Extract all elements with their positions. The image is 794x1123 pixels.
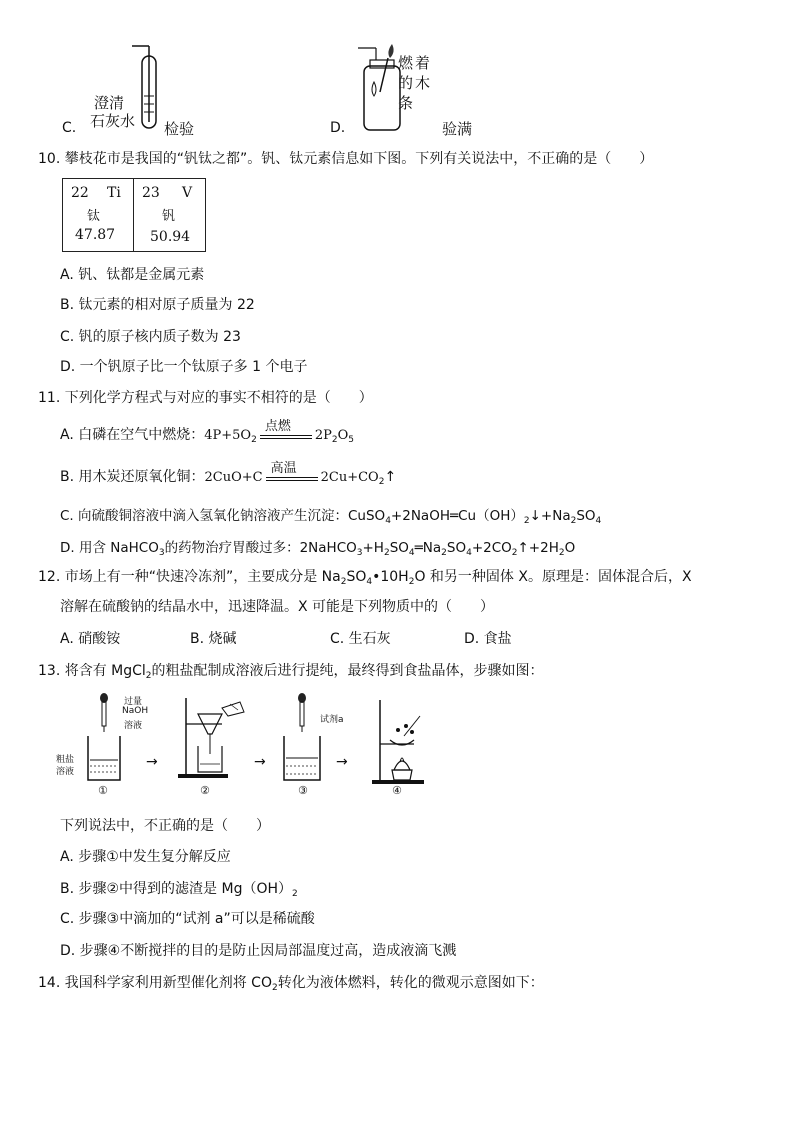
q11-c-sub1: 4 — [385, 516, 391, 526]
element-info-box — [62, 178, 206, 252]
q14-stem-b: 转化为液体燃料，转化的微观示意图如下： — [277, 975, 544, 991]
arrow-2-icon: → — [254, 754, 266, 770]
q13-stem-b: 的粗盐配制成溶液后进行提纯，最终得到食盐晶体，步骤如图： — [151, 663, 544, 679]
q11-b-reaction-sign — [263, 461, 321, 487]
q10-option-a: A. 钒、钛都是金属元素 — [60, 267, 205, 283]
v-number: 23 — [142, 185, 160, 201]
q11-d-sub3: 2 — [383, 548, 390, 558]
q11-a-right-sub2: 5 — [348, 435, 354, 445]
q11-d-sub6: 4 — [466, 548, 472, 558]
reagent1-label-c: 溶液 — [124, 721, 143, 731]
q11-option-d — [60, 536, 575, 558]
v-symbol: V — [182, 185, 193, 201]
q11-a-left-sub: 2 — [251, 435, 257, 445]
q11-a-condition: 点燃 — [264, 419, 291, 434]
q11-c-end: ↓+Na — [529, 508, 571, 524]
reagent1-label-b: NaOH — [122, 706, 149, 716]
q11-b-condition: 高温 — [270, 461, 297, 476]
ti-symbol: Ti — [107, 185, 121, 201]
ti-mass: 47.87 — [75, 227, 116, 243]
q11-d-mid5: SO — [446, 540, 467, 556]
q11-d-text: D. 用含 NaHCO — [60, 540, 159, 556]
q11-b-right: 2Cu+CO — [320, 470, 379, 485]
q11-d-sub8: 2 — [558, 548, 565, 558]
limewater-label-1: 澄清 — [94, 94, 125, 112]
q11-a-right: 2P — [314, 428, 332, 443]
q11-c-text: C. 向硫酸铜溶液中滴入氢氧化钠溶液产生沉淀：CuSO — [60, 508, 386, 524]
question-13-stem — [38, 660, 544, 681]
q10-option-d: D. 一个钒原子比一个钛原子多 1 个电子 — [60, 359, 308, 375]
q11-d-mid7: ↑+2H — [517, 540, 559, 556]
q11-a-right-sub1: 2 — [331, 435, 338, 445]
q11-d-sub1: 3 — [158, 548, 165, 558]
q11-d-sub2: 3 — [356, 548, 363, 558]
step-3-label: ③ — [298, 784, 308, 797]
q14-stem-a: 14. 我国科学家利用新型催化剂将 CO — [38, 975, 272, 991]
q11-d-mid2: +H — [362, 540, 384, 556]
step4-evaporation — [370, 700, 440, 786]
q13-sub-stem: 下列说法中，不正确的是（ ） — [60, 818, 270, 834]
q12-line1-c: •10H — [372, 569, 409, 585]
ti-number: 22 — [71, 185, 89, 201]
option-letter-d: D. — [330, 120, 346, 136]
titanium-cell — [63, 179, 134, 251]
splint-label-3: 条 — [398, 94, 414, 112]
question-11-stem: 11. 下列化学方程式与对应的事实不相符的是（ ） — [38, 390, 373, 406]
crude-salt-label-b: 溶液 — [56, 767, 75, 777]
q11-option-b — [60, 461, 397, 487]
question-10-stem: 10. 攀枝花市是我国的“钒钛之都”。钒、钛元素信息如下图。下列有关说法中，不正确的是（ ） — [38, 151, 654, 167]
v-mass: 50.94 — [150, 229, 191, 245]
option-letter-c: C. — [62, 120, 77, 136]
crude-salt-label-a: 粗盐 — [56, 755, 75, 765]
q12-option-a: A. 硝酸铵 — [60, 631, 121, 647]
q12-line1-a: 12. 市场上有一种“快速冷冻剂”，主要成分是 Na — [38, 569, 341, 585]
q13-option-c: C. 步骤③中滴加的“试剂 a”可以是稀硫酸 — [60, 911, 315, 927]
step3-dropper-beaker — [280, 692, 324, 784]
question-12-stem-line1 — [38, 566, 692, 587]
q11-a-reaction-sign — [257, 419, 315, 445]
question-12-stem-line2: 溶解在硫酸钠的结晶水中，迅速降温。X 可能是下列物质中的（ ） — [60, 599, 495, 615]
q11-d-end: O — [564, 540, 576, 556]
q12-line1-sub2: 4 — [366, 577, 373, 587]
ti-name: 钛 — [87, 209, 101, 224]
option-d-label: 验满 — [442, 120, 473, 138]
q11-a-left: 4P+5O — [204, 428, 252, 443]
q11-d-mid4: ═Na — [414, 540, 442, 556]
q11-a-prefix: A. 白磷在空气中燃烧： — [60, 427, 205, 443]
q11-d-sub5: 2 — [441, 548, 447, 558]
vanadium-cell — [134, 179, 205, 251]
limewater-label-2: 石灰水 — [90, 112, 136, 130]
q13-option-d: D. 步骤④不断搅拌的目的是防止因局部温度过高，造成液滴飞溅 — [60, 943, 457, 959]
q11-d-mid3: SO — [389, 540, 409, 556]
step-2-label: ② — [200, 784, 210, 797]
q11-d-sub7: 2 — [511, 548, 518, 558]
splint-label-1: 燃着 — [398, 54, 433, 72]
q12-line1-d: O 和另一种固体 X。原理是：固体混合后，X — [414, 569, 692, 585]
q12-option-d: D. 食盐 — [464, 631, 512, 647]
step1-dropper-beaker — [84, 692, 124, 784]
q12-line1-sub3: 2 — [408, 577, 415, 587]
q11-d-mid: 的药物治疗胃酸过多：2NaHCO — [164, 540, 357, 556]
q11-a-right-mid: O — [337, 428, 349, 443]
v-name: 钒 — [162, 209, 176, 224]
q11-d-mid6: +2CO — [471, 540, 512, 556]
q13-stem-sub: 2 — [145, 671, 152, 681]
q12-line1-b: SO — [346, 569, 367, 585]
arrow-3-icon: → — [336, 754, 348, 770]
q11-b-prefix: B. 用木炭还原氧化铜： — [60, 469, 205, 485]
step-1-label: ① — [98, 784, 108, 797]
q12-option-b: B. 烧碱 — [190, 631, 237, 647]
q11-b-right-sub: 2 — [378, 477, 385, 487]
q13-option-b-sub: 2 — [292, 889, 298, 899]
q14-stem-sub: 2 — [271, 983, 278, 993]
q10-option-c: C. 钒的原子核内质子数为 23 — [60, 329, 241, 345]
q11-option-a — [60, 419, 354, 445]
splint-label-2: 的木 — [398, 74, 433, 92]
q11-c-mid: +2NaOH═Cu（OH） — [390, 508, 524, 524]
q10-option-b: B. 钛元素的相对原子质量为 22 — [60, 297, 255, 313]
q12-line1-sub1: 2 — [340, 577, 347, 587]
q11-c-sub2: 2 — [523, 516, 530, 526]
option-c-label: 检验 — [164, 120, 195, 138]
q13-option-b-text: B. 步骤②中得到的滤渣是 Mg（OH） — [60, 881, 293, 897]
arrow-1-icon: → — [146, 754, 158, 770]
q11-d-sub4: 4 — [408, 548, 415, 558]
q13-option-b — [60, 878, 298, 899]
question-14-stem — [38, 972, 544, 993]
q13-stem-a: 13. 将含有 MgCl — [38, 663, 146, 679]
step-4-label: ④ — [392, 784, 402, 797]
reagent1-label-a: 过量 — [124, 697, 143, 707]
q13-option-a: A. 步骤①中发生复分解反应 — [60, 849, 231, 865]
q11-option-c — [60, 504, 601, 526]
q11-b-left: 2CuO+C — [204, 470, 263, 485]
q11-b-gas-arrow: ↑ — [384, 469, 397, 485]
reagent-a-label: 试剂a — [320, 715, 344, 725]
q11-c-end2: SO — [576, 508, 596, 524]
q11-c-sub3: 2 — [570, 516, 577, 526]
q11-c-sub4: 4 — [595, 516, 602, 526]
step2-filtration — [178, 694, 248, 784]
q12-option-c: C. 生石灰 — [330, 631, 391, 647]
